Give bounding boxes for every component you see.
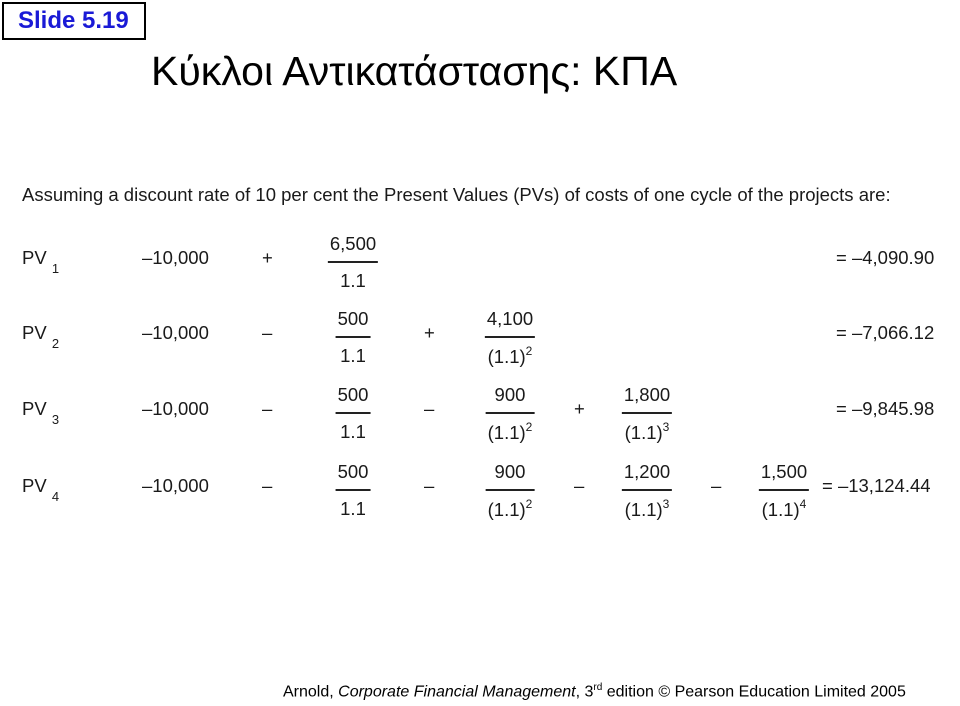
initial-outlay: –10,000 [142, 322, 209, 343]
fraction-term [328, 233, 378, 292]
pv-subscript: 2 [51, 335, 60, 351]
fraction-denominator: 1.1 [340, 345, 366, 366]
fraction-numerator: 900 [494, 461, 526, 482]
fraction-numerator: 1,800 [623, 384, 671, 405]
denominator-exponent: 3 [662, 497, 670, 511]
operator-sign: – [262, 398, 273, 419]
pv-result: = –4,090.90 [836, 247, 935, 268]
operator-sign: – [711, 475, 722, 496]
fraction-denominator: $(1.1)^2$ [487, 497, 533, 521]
fraction-numerator: 1,200 [623, 461, 671, 482]
pv-label: PV $_4$ [22, 475, 60, 504]
fraction-term [759, 461, 809, 521]
operator-sign: – [424, 475, 435, 496]
fraction-term [622, 461, 672, 521]
footer-edition-pre: , 3 [575, 683, 594, 701]
initial-outlay: –10,000 [142, 398, 209, 419]
fraction-term [485, 308, 535, 368]
fraction-denominator: 1.1 [340, 421, 366, 442]
pv-result: = –7,066.12 [836, 322, 935, 343]
denominator-exponent: 4 [799, 497, 807, 511]
footer-author: Arnold, [283, 683, 339, 701]
denominator-exponent: 3 [662, 420, 670, 434]
fraction-numerator: 4,100 [486, 308, 534, 329]
operator-sign: – [262, 475, 273, 496]
fraction-denominator: $(1.1)^3$ [624, 420, 670, 444]
fraction-bar [622, 412, 672, 414]
fraction-bar [759, 489, 809, 491]
operator-sign: – [424, 398, 435, 419]
fraction-bar [336, 489, 371, 491]
fraction-term [336, 384, 371, 443]
fraction-bar [485, 336, 535, 338]
fraction-denominator: $(1.1)^3$ [624, 497, 670, 521]
fraction-bar [486, 412, 535, 414]
pv-subscript: 3 [51, 411, 60, 427]
fraction-denominator: $(1.1)^4$ [761, 497, 807, 521]
fraction-numerator: 6,500 [329, 233, 377, 254]
slide-title: Κύκλοι Αντικατάστασης: ΚΠΑ [151, 48, 678, 94]
fraction-numerator: 500 [337, 461, 369, 482]
footer-edition-sup: rd [593, 682, 603, 693]
denominator-exponent: 2 [525, 420, 533, 434]
fraction-denominator: $(1.1)^2$ [487, 344, 533, 368]
operator-sign: – [262, 322, 273, 343]
initial-outlay: –10,000 [142, 475, 209, 496]
intro-text: Assuming a discount rate of 10 per cent the Present Values (PVs) of costs of one cycle of the projects are: [22, 184, 891, 205]
fraction-term [622, 384, 672, 444]
fraction-bar [622, 489, 672, 491]
footer-edition-post: edition © Pearson Education Limited 2005 [602, 683, 906, 701]
fraction-term [486, 461, 535, 521]
fraction-numerator: 500 [337, 384, 369, 405]
footer-book-title: Corporate Financial Management [338, 683, 576, 701]
fraction-numerator: 1,500 [760, 461, 808, 482]
initial-outlay: –10,000 [142, 247, 209, 268]
fraction-numerator: 900 [494, 384, 526, 405]
fraction-bar [328, 261, 378, 263]
operator-sign: + [424, 322, 435, 343]
fraction-term [486, 384, 535, 444]
operator-sign: – [574, 475, 585, 496]
denominator-exponent: 2 [525, 344, 533, 358]
denominator-exponent: 2 [525, 497, 533, 511]
fraction-bar [336, 412, 371, 414]
operator-sign: + [574, 398, 585, 419]
fraction-term [336, 308, 371, 367]
fraction-denominator: 1.1 [340, 270, 366, 291]
pv-label: PV $_3$ [22, 398, 60, 427]
operator-sign: + [262, 247, 273, 268]
fraction-term [336, 461, 371, 520]
fraction-bar [486, 489, 535, 491]
pv-subscript: 1 [51, 260, 60, 276]
pv-label: PV $_2$ [22, 322, 60, 351]
fraction-bar [336, 336, 371, 338]
fraction-denominator: 1.1 [340, 498, 366, 519]
pv-subscript: 4 [51, 488, 60, 504]
slide-number-label: Slide 5.19 [2, 2, 146, 40]
fraction-denominator: $(1.1)^2$ [487, 420, 533, 444]
pv-result: = –13,124.44 [822, 475, 931, 496]
footer-citation [283, 682, 906, 701]
fraction-numerator: 500 [337, 308, 369, 329]
pv-result: = –9,845.98 [836, 398, 935, 419]
pv-label: PV $_1$ [22, 247, 60, 276]
